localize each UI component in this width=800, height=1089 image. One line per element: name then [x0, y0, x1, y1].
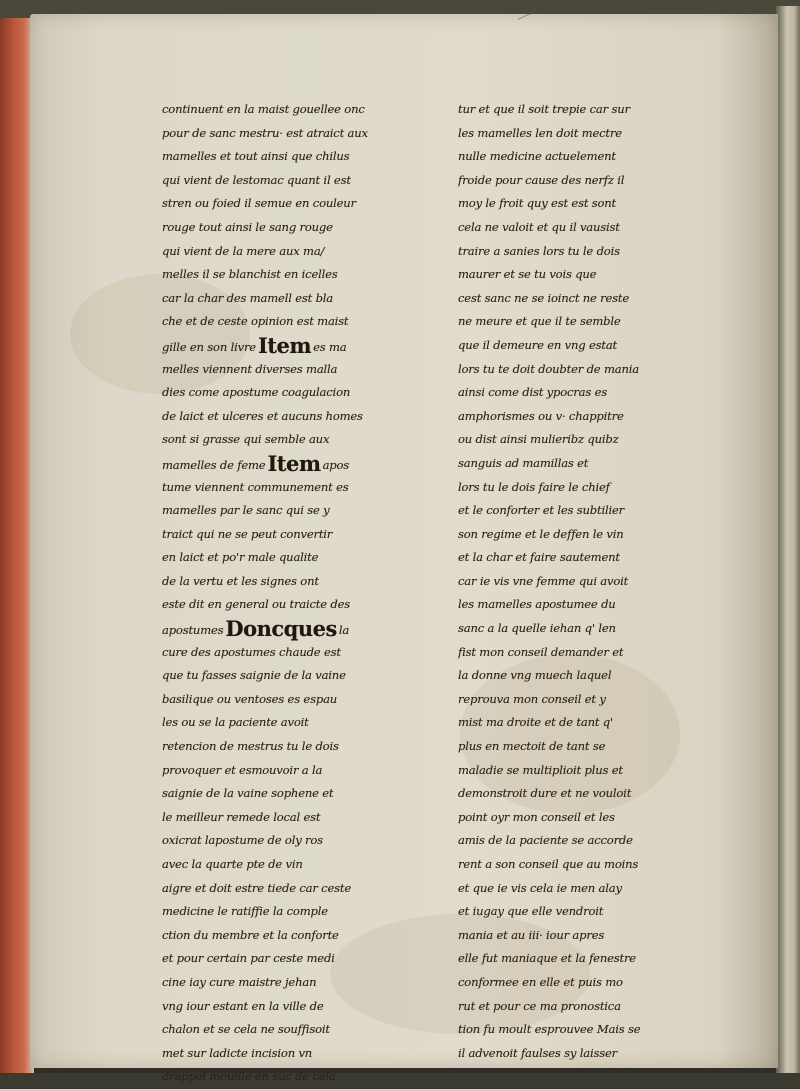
line-text: moy le froit quy est est sont [458, 196, 617, 211]
text-line [162, 1042, 437, 1066]
text-line [162, 806, 437, 830]
line-text: traire a sanies lors tu le dois [458, 243, 620, 258]
line-text: stren ou foied il semue en couleur [162, 196, 356, 211]
text-line [162, 995, 437, 1019]
line-text: saignie de la vaine sophene et [162, 786, 334, 801]
text-line [458, 287, 728, 311]
line-text: mania et au iii· iour apres [458, 927, 605, 942]
line-text: rouge tout ainsi le sang rouge [162, 219, 333, 234]
text-line [162, 145, 437, 169]
text-line [458, 192, 728, 216]
text-line [162, 641, 437, 665]
text-line [162, 877, 437, 901]
book-edge [0, 18, 34, 1073]
line-text: sanc a la quelle iehan q' len [458, 621, 616, 636]
line-text: cela ne valoit et qu il vausist [458, 219, 620, 234]
line-text: car ie vis vne femme qui avoit [458, 573, 629, 588]
line-text: mist ma droite et de tant q' [458, 715, 614, 730]
line-text: tume viennent communement es [162, 479, 349, 494]
text-line [458, 782, 728, 806]
text-line [162, 759, 437, 783]
line-text: melles il se blanchist en icelles [162, 267, 338, 282]
line-text: met sur ladicte incision vn [162, 1045, 313, 1060]
text-line [162, 688, 437, 712]
text-line [458, 1042, 728, 1066]
text-line [162, 546, 437, 570]
text-line [162, 924, 437, 948]
text-line [458, 735, 728, 759]
line-text: reprouva mon conseil et y [458, 691, 606, 706]
line-text: nulle medicine actuelement [458, 149, 616, 164]
line-text: apostumes [162, 623, 224, 638]
text-line [162, 358, 437, 382]
line-text: gille en son livre [162, 339, 256, 354]
adjacent-page-edge [776, 6, 800, 1073]
line-text: pour de sanc mestru· est atraict aux [162, 125, 368, 140]
line-text: elle fut maniaque et la fenestre [458, 951, 636, 966]
text-line [162, 240, 437, 264]
line-text: este dit en general ou traicte des [162, 597, 351, 612]
line-text: cure des apostumes chaude est [162, 644, 341, 659]
line-text: les mamelles apostumee du [458, 597, 616, 612]
line-text: qui vient de lestomac quant il est [162, 172, 351, 187]
decorated-initial: Item [267, 451, 321, 476]
line-text: drappel mouille en suc de cela [162, 1069, 336, 1084]
text-line [162, 570, 437, 594]
text-line [458, 98, 728, 122]
line-text: et pour certain par ceste medi [162, 951, 335, 966]
text-line [458, 546, 728, 570]
text-line [458, 924, 728, 948]
text-line [458, 452, 728, 476]
line-text: la donne vng muech laquel [458, 668, 612, 683]
line-text: qui vient de la mere aux ma/ [162, 243, 325, 258]
text-line [458, 900, 728, 924]
text-line [162, 711, 437, 735]
line-text: plus en mectoit de tant se [458, 739, 606, 754]
text-line [458, 664, 728, 688]
text-line [458, 947, 728, 971]
line-text-continued: es ma [313, 339, 347, 354]
text-line [458, 829, 728, 853]
text-line [162, 499, 437, 523]
line-text: cest sanc ne se ioinct ne reste [458, 290, 630, 305]
text-line [458, 971, 728, 995]
text-line [162, 829, 437, 853]
text-line [162, 523, 437, 547]
text-line [162, 1018, 437, 1042]
line-text: que il demeure en vng estat [458, 337, 618, 352]
line-text: dies come apostume coagulacion [162, 385, 351, 400]
text-line [458, 570, 728, 594]
text-line [162, 735, 437, 759]
text-line [162, 971, 437, 995]
text-line [458, 405, 728, 429]
line-text: avec la quarte pte de vin [162, 857, 303, 871]
text-line [458, 688, 728, 712]
line-text: tion fu moult esprouvee Mais se [458, 1022, 641, 1037]
line-text: melles viennent diverses malla [162, 361, 338, 376]
line-text: fist mon conseil demander et [458, 644, 624, 659]
line-text: et le conforter et les subtilier [458, 503, 624, 518]
text-line [162, 664, 437, 688]
line-text: et que ie vis cela ie men alay [458, 880, 622, 895]
line-text: vng iour estant en la ville de [162, 998, 324, 1013]
text-line [162, 169, 437, 193]
line-text: car la char des mamell est bla [162, 290, 334, 305]
text-line [162, 287, 437, 311]
text-line [458, 523, 728, 547]
text-line [458, 310, 728, 334]
line-text: rut et pour ce ma pronostica [458, 998, 621, 1013]
line-text: mamelles de feme [162, 457, 266, 472]
line-text: aigre et doit estre tiede car ceste [162, 880, 352, 895]
line-text: les mamelles len doit mectre [458, 125, 622, 140]
text-line [458, 358, 728, 382]
text-line [458, 711, 728, 735]
text-line [458, 428, 728, 452]
text-line [458, 263, 728, 287]
text-line [458, 853, 728, 877]
text-line [162, 476, 437, 500]
text-line [162, 334, 437, 358]
right-text-column [458, 98, 728, 1065]
text-line [162, 405, 437, 429]
text-line [458, 169, 728, 193]
line-text: basilique ou ventoses es espau [162, 691, 338, 706]
line-text: et iugay que elle vendroit [458, 904, 604, 919]
text-line [458, 334, 728, 358]
line-text: froide pour cause des nerfz il [458, 172, 625, 187]
text-line [458, 240, 728, 264]
left-text-column [162, 98, 437, 1089]
line-text: point oyr mon conseil et les [458, 809, 615, 824]
line-text: cine iay cure maistre jehan [162, 974, 317, 989]
text-line [162, 947, 437, 971]
line-text: ne meure et que il te semble [458, 314, 621, 329]
line-text: le meilleur remede local est [162, 809, 321, 824]
line-text: sont si grasse qui semble aux [162, 432, 330, 447]
text-line [162, 192, 437, 216]
line-text: mamelles par le sanc qui se y [162, 503, 330, 518]
text-line [458, 806, 728, 830]
text-line [162, 263, 437, 287]
line-text: de laict et ulceres et aucuns homes [162, 408, 363, 423]
line-text: il advenoit faulses sy laisser [458, 1045, 617, 1060]
line-text-continued: apos [322, 457, 350, 472]
line-text: ou dist ainsi mulieribz quibz [458, 432, 619, 447]
line-text-continued: la [338, 623, 350, 638]
line-text: provoquer et esmouvoir a la [162, 762, 323, 777]
text-line [162, 900, 437, 924]
text-line [458, 476, 728, 500]
line-text: demonstroit dure et ne vouloit [458, 786, 632, 801]
text-line [162, 381, 437, 405]
text-line [162, 216, 437, 240]
text-line [162, 853, 437, 877]
text-line [458, 381, 728, 405]
line-text: amphorismes ou v· chappitre [458, 408, 624, 423]
text-line [458, 877, 728, 901]
text-line [458, 617, 728, 641]
line-text: de la vertu et les signes ont [162, 573, 319, 588]
text-line [458, 641, 728, 665]
text-line [162, 98, 437, 122]
text-line [162, 593, 437, 617]
text-line [162, 122, 437, 146]
line-text: che et de ceste opinion est maist [162, 314, 349, 329]
text-line [162, 452, 437, 476]
line-text: amis de la paciente se accorde [458, 833, 633, 848]
line-text: son regime et le deffen le vin [458, 526, 624, 541]
line-text: les ou se la paciente avoit [162, 715, 309, 730]
line-text: rent a son conseil que au moins [458, 857, 639, 871]
line-text: medicine le ratiffie la comple [162, 904, 328, 919]
line-text: retencion de mestrus tu le dois [162, 739, 339, 754]
line-text: lors tu te doit doubter de mania [458, 361, 639, 376]
text-line [458, 995, 728, 1019]
text-line [458, 759, 728, 783]
line-text: lors tu le dois faire le chief [458, 479, 610, 494]
line-text: en laict et po'r male qualite [162, 550, 319, 565]
text-line [458, 499, 728, 523]
text-line [162, 1065, 437, 1089]
line-text: tur et que il soit trepie car sur [458, 102, 630, 116]
line-text: chalon et se cela ne souffisoit [162, 1022, 330, 1037]
line-text: traict qui ne se peut convertir [162, 526, 333, 541]
line-text: maladie se multiplioit plus et [458, 762, 623, 777]
decorated-initial: Doncques [225, 617, 337, 641]
line-text: ction du membre et la conforte [162, 927, 339, 942]
line-text: mamelles et tout ainsi que chilus [162, 149, 350, 164]
line-text: et la char et faire sautement [458, 550, 620, 565]
text-line [458, 593, 728, 617]
text-line [458, 216, 728, 240]
line-text: continuent en la maist gouellee onc [162, 102, 365, 116]
line-text: oxicrat lapostume de oly ros [162, 833, 323, 848]
line-text: sanguis ad mamillas et [458, 455, 589, 470]
text-line [162, 310, 437, 334]
line-text: ainsi come dist ypocras es [458, 385, 608, 400]
line-text: conformee en elle et puis mo [458, 974, 623, 989]
decorated-initial: Item [257, 333, 312, 358]
text-line [162, 782, 437, 806]
line-text: que tu fasses saignie de la vaine [162, 668, 346, 683]
line-text: maurer et se tu vois que [458, 267, 597, 282]
text-line [458, 122, 728, 146]
text-line [162, 428, 437, 452]
text-line [458, 145, 728, 169]
text-line [458, 1018, 728, 1042]
text-line [162, 617, 437, 641]
